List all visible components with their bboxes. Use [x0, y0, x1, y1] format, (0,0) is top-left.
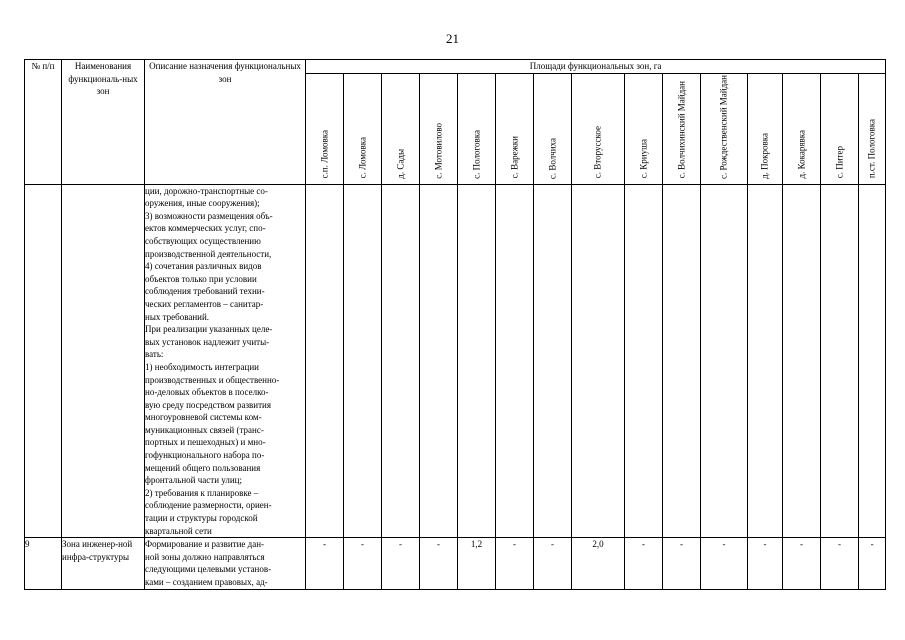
settlement-name: с.п. Ломовка: [319, 130, 329, 179]
text-line: оружения, иные сооружения);: [145, 198, 260, 209]
cell-zone-name: [62, 538, 145, 589]
col-header-settlement: [783, 73, 821, 184]
settlement-name: д. Кокарявка: [796, 130, 806, 179]
settlement-name: с. Мотовилово: [433, 122, 443, 179]
text-line: гофункционального набора по-: [145, 450, 265, 461]
text-line: вых установок надлежит учиты-: [145, 336, 270, 347]
cell-area-value: -: [783, 538, 821, 589]
text-line: Зона инженер-: [62, 539, 119, 550]
cell-description: [145, 538, 306, 589]
col-header-settlement: [496, 73, 534, 184]
text-line: собствующих осуществлению: [145, 235, 261, 246]
cell-area-value: 2,0: [572, 538, 625, 589]
col-header-settlement: [382, 73, 420, 184]
settlement-name: с. Криуша: [638, 139, 648, 179]
text-line: ной инфра-: [62, 539, 133, 562]
col-header-settlement: [306, 73, 344, 184]
cell-number: 9: [25, 538, 62, 589]
text-line: но-деловых объектов в поселко-: [145, 387, 269, 398]
text-line: При реализации указанных целе-: [145, 324, 273, 335]
col-header-description: Описание назначения функциональных зон: [145, 60, 306, 185]
text-line: вать:: [145, 349, 164, 360]
page-number: 21: [446, 31, 459, 46]
col-header-zone-name: Наименования функциональ-ных зон: [62, 60, 145, 185]
cell-area-value: -: [748, 538, 783, 589]
text-line: 2) требования к планировке –: [145, 487, 259, 498]
cell-area-value: -: [625, 538, 663, 589]
cell-area-value: -: [382, 538, 420, 589]
col-header-settlement: [663, 73, 701, 184]
text-line: объектов только при условии: [145, 273, 257, 284]
cell-area-value: -: [701, 538, 748, 589]
cell-area-value: -: [663, 538, 701, 589]
col-header-settlement: [458, 73, 496, 184]
functional-zones-table: [24, 59, 886, 590]
settlement-name: с. Питер: [834, 146, 844, 179]
col-header-settlement: [748, 73, 783, 184]
text-line: ческих регламентов – санитар-: [145, 298, 264, 309]
settlement-name: с. Вторусское: [592, 126, 603, 179]
text-line: производственной деятельности,: [145, 248, 272, 259]
text-line: ции, дорожно-транспортные со-: [145, 185, 268, 196]
cell-area-value: -: [420, 538, 458, 589]
text-line: следующими целевыми установ-: [145, 564, 272, 575]
col-header-settlement: [701, 73, 748, 184]
cell-description: [145, 184, 306, 538]
settlement-name: с. Волчиха: [547, 137, 557, 179]
text-line: производственных и общественно-: [145, 374, 280, 385]
col-header-settlement: [420, 73, 458, 184]
table-row-continued: [25, 184, 886, 538]
settlement-name: с. Варежки: [509, 136, 519, 179]
col-header-settlement: [572, 73, 625, 184]
text-line: ных требований.: [145, 311, 210, 322]
col-header-settlement: [344, 73, 382, 184]
text-line: 1) необходимость интеграции: [145, 361, 259, 372]
text-line: структуры: [88, 551, 130, 562]
col-header-settlement: [534, 73, 572, 184]
text-line: муникационных связей (транс-: [145, 424, 264, 435]
cell-area-value: -: [306, 538, 344, 589]
cell-area-value: -: [821, 538, 859, 589]
col-header-number: № п/п: [25, 60, 62, 185]
col-header-settlement: [859, 73, 886, 184]
settlement-name: с. Волчихинский Майдан: [676, 81, 686, 179]
text-line: фронтальной части улиц;: [145, 475, 242, 486]
settlement-name: с. Пологовка: [471, 129, 481, 179]
text-line: многоуровневой системы ком-: [145, 412, 262, 423]
cell-area-value: -: [344, 538, 382, 589]
cell-area-value: -: [859, 538, 886, 589]
col-header-areas-group: Площади функциональных зон, га: [306, 60, 886, 74]
settlement-name: п.ст. Пологовка: [866, 119, 877, 179]
text-line: квартальной сети: [145, 525, 212, 536]
cell-zone-name: [62, 184, 145, 538]
text-line: соблюдения требований техни-: [145, 286, 265, 297]
cell-area-value: 1,2: [458, 538, 496, 589]
cell-area-value: -: [496, 538, 534, 589]
text-line: тации и структуры городской: [145, 513, 258, 524]
table-row-zone-9: [25, 538, 886, 589]
settlement-name: д. Сады: [395, 148, 405, 179]
text-line: 3) возможности размещения объ-: [145, 210, 273, 221]
text-line: мещений общего пользования: [145, 462, 261, 473]
text-line: портных и пешеходных) и мно-: [145, 437, 266, 448]
cell-area-value: -: [534, 538, 572, 589]
text-line: соблюдение размерности, ориен-: [145, 500, 272, 511]
settlement-name: д. Покровка: [759, 132, 770, 179]
text-line: ной зоны должно направляться: [145, 551, 265, 562]
col-header-settlement: [821, 73, 859, 184]
settlement-name: с. Ломовка: [357, 137, 367, 179]
text-line: ками – созданием правовых, ад-: [145, 577, 268, 587]
text-line: Формирование и развитие дан-: [145, 539, 265, 550]
text-line: 4) сочетания различных видов: [145, 261, 262, 272]
text-line: ектов коммерческих услуг, спо-: [145, 223, 266, 234]
settlement-name: с. Рождественский Майдан: [718, 74, 729, 179]
text-line: вую среду посредством развития: [145, 399, 271, 410]
cell-number: [25, 184, 62, 538]
col-header-settlement: [625, 73, 663, 184]
